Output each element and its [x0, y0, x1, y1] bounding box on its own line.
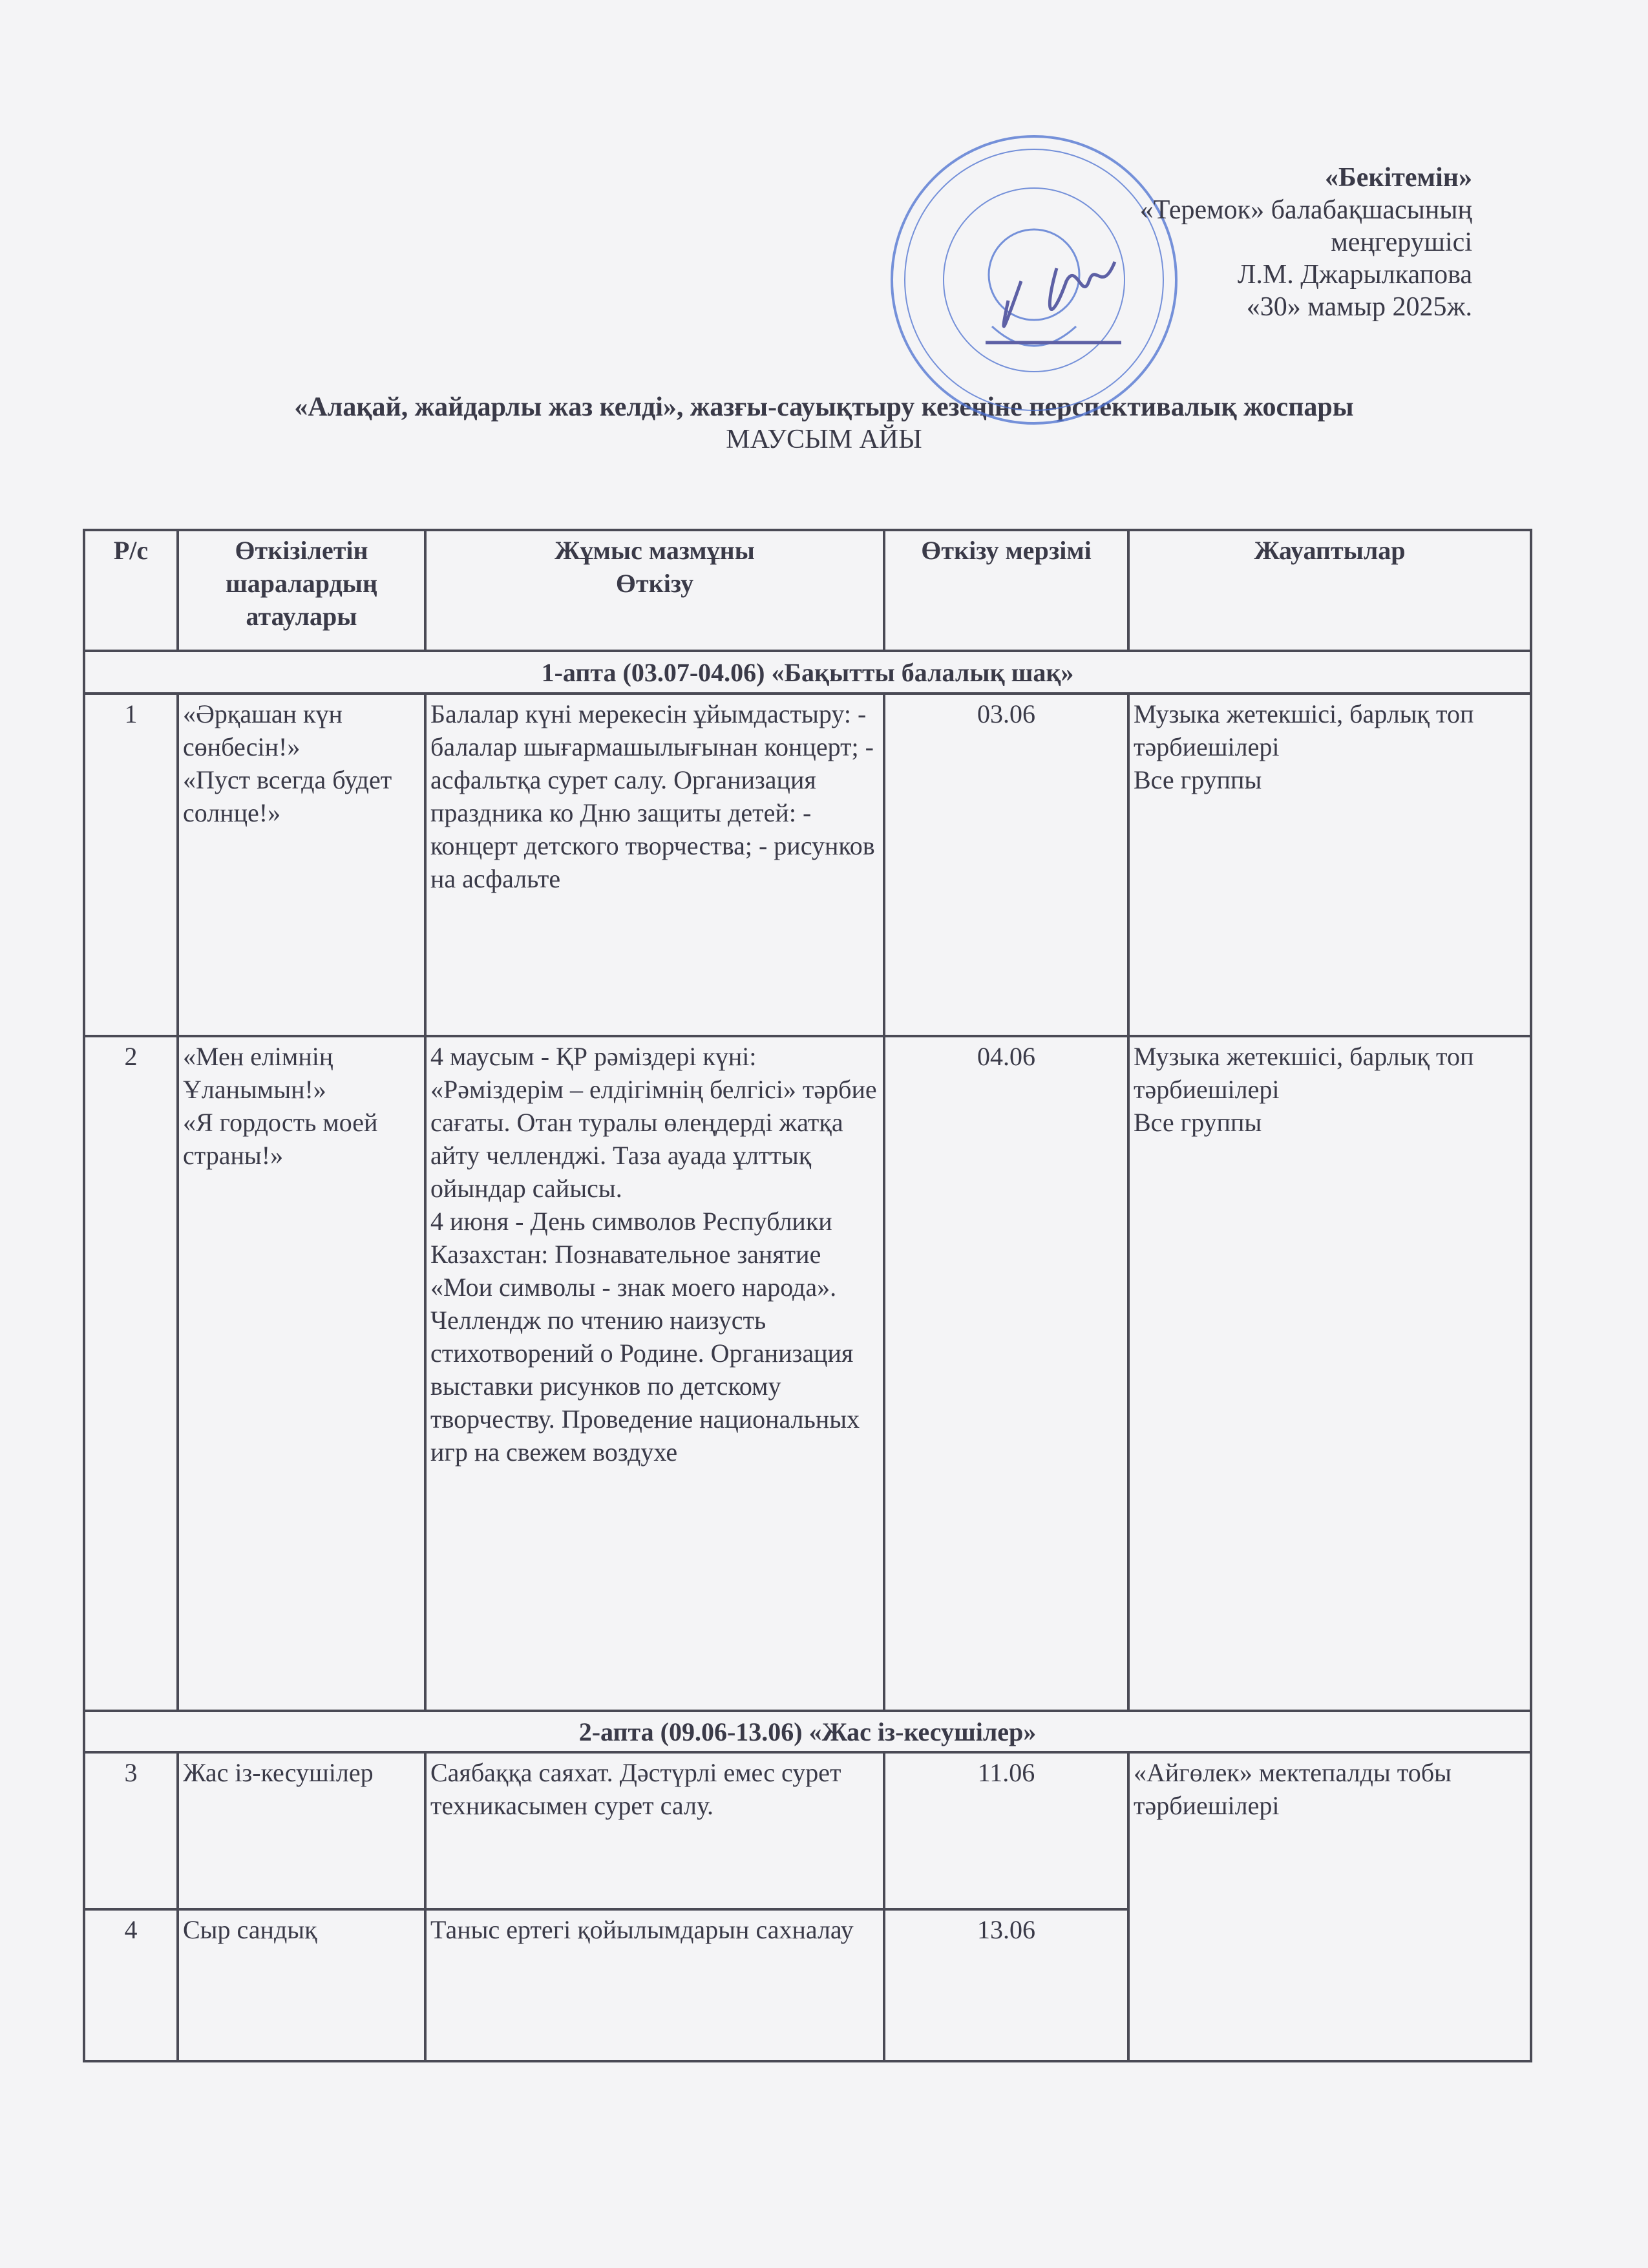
row-num: 2 [84, 1036, 178, 1711]
row-content: Балалар күні мерекесін ұйымдастыру: - балалар шығармашылығынан концерт; - асфальтқа сурет салу. Организация праздника ко Дню защиты детей: - концерт детского творчества; - рисунков на асфальте [425, 694, 884, 1036]
row-date: 13.06 [884, 1909, 1128, 2061]
row-content: Саябаққа саяхат. Дәстүрлі емес сурет техникасымен сурет салу. [425, 1752, 884, 1909]
row-name: Сыр сандық [178, 1909, 425, 2061]
approval-name: Л.М. Джарылкапова [1237, 260, 1472, 290]
table-row [84, 1752, 1531, 1909]
header-content: Жұмыс мазмұны Өткізу [425, 530, 884, 651]
week-row [84, 651, 1531, 694]
table-row [84, 1036, 1531, 1711]
header-responsible: Жауаптылар [1128, 530, 1531, 651]
week-label: 2-апта (09.06-13.06) «Жас із-кесушілер» [84, 1711, 1531, 1752]
row-name: Жас із-кесушілер [178, 1752, 425, 1909]
title-month: МАУСЫМ АЙЫ [726, 425, 922, 454]
row-name: «Әрқашан күн сөнбесін!» «Пуст всегда будет солнце!» [178, 694, 425, 1036]
header-num: Р/с [84, 530, 178, 651]
approval-block [1140, 162, 1472, 323]
approval-line1: «Теремок» балабақшасының [1139, 195, 1472, 225]
row-responsible: Музыка жетекшісі, барлық топ тәрбиешілері Все группы [1128, 694, 1531, 1036]
row-date: 03.06 [884, 694, 1128, 1036]
week-row [84, 1711, 1531, 1752]
plan-table [83, 529, 1532, 2062]
row-content: Таныс ертегі қойылымдарын сахналау [425, 1909, 884, 2061]
row-content: 4 маусым - ҚР рәміздері күні: «Рәміздерім – елдігімнің белгісі» тәрбие сағаты. Отан туралы өлеңдерді жатқа айту челленджі. Таза ауада ұлттық ойындар сайысы. 4 июня - День символов Республики Казахстан: Познавательное занятие «Мои символы - знак моего народа». Челлендж по чтению наизусть стихотворений о Родине. Организация выставки рисунков по детскому творчеству. Проведение национальных игр на свежем воздухе [425, 1036, 884, 1711]
row-responsible: «Айгөлек» мектепалды тобы тәрбиешілері [1128, 1752, 1531, 2061]
row-num: 1 [84, 694, 178, 1036]
approval-line2: меңгерушісі [1331, 228, 1472, 257]
approval-heading: «Бекітемін» [1324, 163, 1472, 193]
table-header-row [84, 530, 1531, 651]
row-responsible: Музыка жетекшісі, барлық топ тәрбиешілері Все группы [1128, 1036, 1531, 1711]
title-main: «Алақай, жайдарлы жаз келді», жазғы-сауықтыру кезеңіне перспективалық жоспары [294, 392, 1354, 422]
row-num: 3 [84, 1752, 178, 1909]
document-title [0, 391, 1648, 456]
header-name: Өткізілетін шаралардың атаулары [178, 530, 425, 651]
week-label: 1-апта (03.07-04.06) «Бақытты балалық шақ» [84, 651, 1531, 694]
row-date: 11.06 [884, 1752, 1128, 1909]
official-stamp [889, 132, 1179, 427]
row-name: «Мен елімнің Ұланымын!» «Я гордость моей страны!» [178, 1036, 425, 1711]
approval-date: «30» мамыр 2025ж. [1246, 292, 1472, 322]
row-num: 4 [84, 1909, 178, 2061]
header-date: Өткізу мерзімі [884, 530, 1128, 651]
row-date: 04.06 [884, 1036, 1128, 1711]
table-row [84, 694, 1531, 1036]
